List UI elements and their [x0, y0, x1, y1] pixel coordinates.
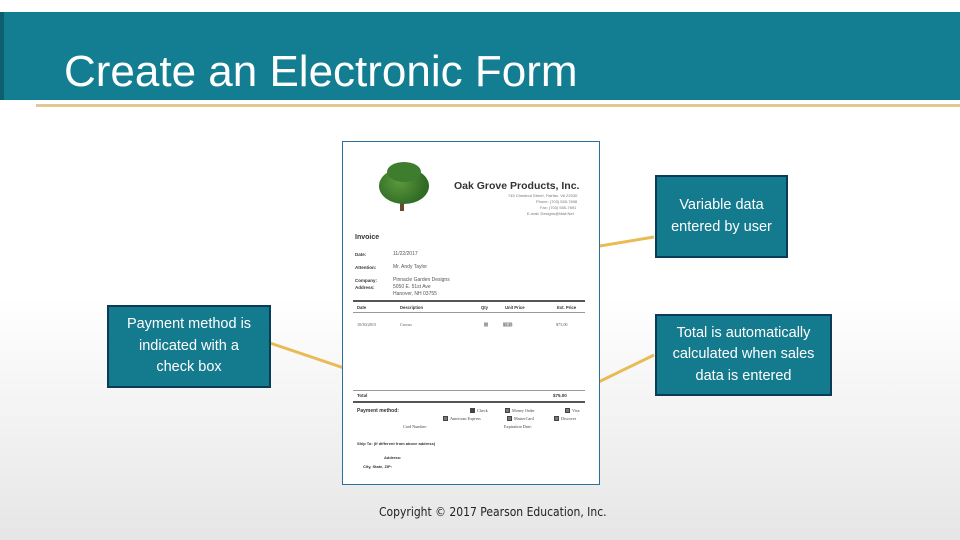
table-cell: $3.28 — [503, 322, 513, 327]
callout-line: calculated when sales — [672, 346, 815, 363]
table-header: Date — [357, 305, 367, 310]
invoice-field-value: 11/22/2017 — [393, 251, 418, 257]
payment-option-label: Discover — [561, 416, 577, 421]
callout-line: entered by user — [671, 218, 772, 235]
check-checkbox[interactable] — [470, 408, 475, 413]
ship-address-label: Address: — [384, 455, 402, 460]
invoice-address-line: 745 Chestnut Street, Fairfax, VA 22030 — [508, 193, 578, 198]
total-bottom-rule — [353, 401, 585, 403]
invoice-company-name: Oak Grove Products, Inc. — [454, 180, 580, 192]
invoice-field-label: Address: — [355, 285, 375, 290]
callout-line: Payment method is — [126, 316, 252, 333]
payment-option-label: Money Order — [512, 408, 535, 413]
mastercard-checkbox[interactable] — [507, 416, 512, 421]
table-header: Unit Price — [505, 305, 525, 310]
table-header-rule — [353, 312, 585, 313]
table-header: Description — [400, 305, 424, 310]
money-order-checkbox[interactable] — [505, 408, 510, 413]
table-cell: 80 — [484, 322, 489, 327]
discover-checkbox[interactable] — [554, 416, 559, 421]
payment-option-label: American Express — [450, 416, 481, 421]
payment-method-label: Payment method: — [357, 408, 399, 414]
table-cell: 10/30/2015 — [357, 322, 377, 327]
american-express-checkbox[interactable] — [443, 416, 448, 421]
callout-total-calculated — [655, 314, 832, 396]
table-header: Ext. Price — [557, 305, 577, 310]
table-top-rule — [353, 300, 585, 302]
invoice-field-label: Attention: — [355, 265, 377, 270]
invoice-form-image — [342, 141, 600, 485]
invoice-heading: Invoice — [355, 234, 380, 241]
callout-line: Variable data — [679, 197, 764, 213]
total-value: $75.00 — [553, 393, 567, 398]
callout-line: indicated with a — [139, 337, 239, 354]
invoice-field-value: Mr. Andy Taylor — [393, 264, 428, 270]
table-cell: $75.00 — [556, 322, 568, 327]
invoice-address-line: E-mail: Designs@Mail.Net — [527, 211, 574, 216]
table-header: Qty — [481, 305, 488, 310]
invoice-address-line: Fax: (703) 555-7691 — [540, 205, 577, 210]
invoice-field-label: Date: — [355, 252, 367, 257]
slide-title: Create an Electronic Form — [64, 47, 578, 96]
invoice-field-value: Hanover, NH 03755 — [393, 291, 437, 297]
callout-payment-method — [107, 305, 271, 388]
tree-icon-crown — [387, 162, 421, 182]
payment-option-label: MasterCard — [514, 416, 534, 421]
ship-to-label: Ship To: (If different from above address) — [357, 441, 436, 446]
table-cell: Crocus — [400, 322, 412, 327]
invoice-field-value: Pinnacle Garden Designs — [393, 277, 450, 283]
payment-option-label: Check — [477, 408, 488, 413]
invoice-field-label: Company: — [355, 278, 378, 283]
visa-checkbox[interactable] — [565, 408, 570, 413]
total-top-rule — [353, 390, 585, 391]
copyright-notice: Copyright © 2017 Pearson Education, Inc. — [379, 505, 607, 519]
invoice-address-line: Phone: (703) 555-7898 — [536, 199, 578, 204]
invoice-field-value: 5050 E. 51st Ave — [393, 284, 431, 290]
callout-line: Total is automatically — [676, 324, 811, 341]
callout-line: check box — [156, 359, 222, 376]
callout-variable-data — [655, 175, 788, 258]
callout-line: data is entered — [695, 367, 792, 384]
card-number-label: Card Number: — [403, 424, 428, 429]
payment-option-label: Visa — [572, 408, 580, 413]
ship-city-label: City, State, ZIP: — [363, 464, 393, 469]
total-label: Total — [357, 393, 368, 398]
expiration-date-label: Expiration Date: — [504, 424, 532, 429]
